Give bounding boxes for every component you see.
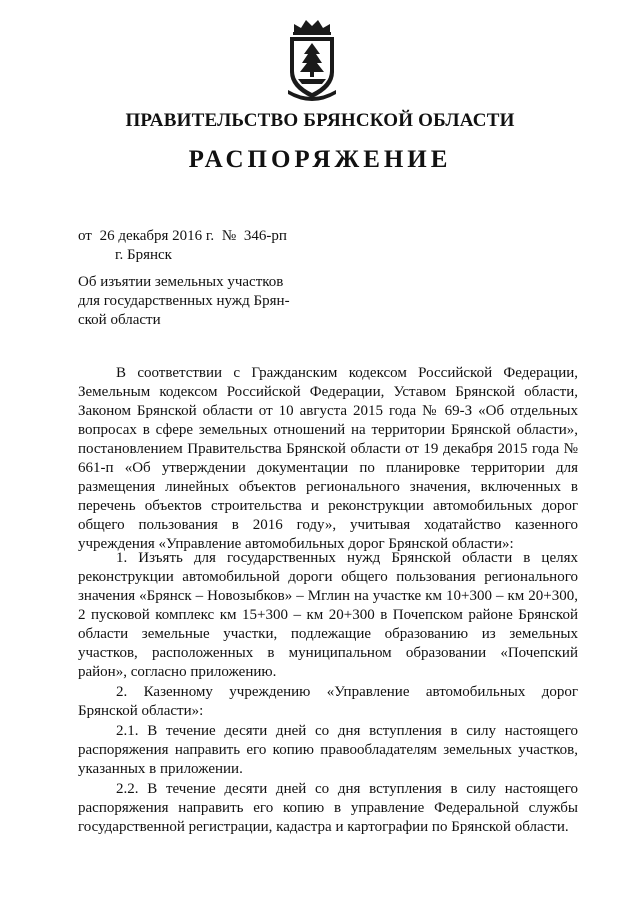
document-number: 346-рп [243, 228, 287, 244]
document-type: РАСПОРЯЖЕНИЕ [188, 146, 452, 173]
number-label: № [221, 228, 237, 244]
item-2-2-paragraph: 2.2. В течение десяти дней со дня вступления в силу настоящего распоряжения направить его копию в управление Федеральной службы государственной регистрации, кадастра и картографии по Брянской области. [78, 781, 578, 835]
government-title: ПРАВИТЕЛЬСТВО БРЯНСКОЙ ОБЛАСТИ [125, 110, 515, 131]
subject-line: ской области [78, 312, 161, 328]
subject-line: для государственных нужд Брян- [78, 293, 290, 309]
from-label: от [78, 228, 92, 244]
subject-line: Об изъятии земельных участков [78, 274, 284, 290]
city: г. Брянск [115, 247, 172, 263]
document-date: 26 декабря 2016 г. [99, 228, 215, 244]
preamble-section [78, 364, 578, 554]
coat-of-arms-emblem [284, 18, 340, 104]
item-2-1-paragraph: 2.1. В течение десяти дней со дня вступления в силу настоящего распоряжения направить его копию правообладателям земельных участков, указанных в приложении. [78, 723, 578, 777]
item-2-paragraph: 2. Казенному учреждению «Управление автомобильных дорог Брянской области»: [78, 684, 578, 719]
resolution-items [78, 549, 578, 838]
preamble-paragraph: В соответствии с Гражданским кодексом Российской Федерации, Земельным кодексом Российской Федерации, Уставом Брянской области, Законом Брянской области от 10 августа 2015 года № 69-З «Об отдельных вопросах в сфере земельных отношений на территории Брянской области», постановлением Правительства Брянской области от 19 декабря 2015 года № 661-п «Об утверждении документации по планировке территории для размещения линейных объектов регионального значения, включенных в перечень объектов строительства и реконструкции автомобильных дорог общего пользования в 2016 году», учитывая ходатайство казенного учреждения «Управление автомобильных дорог Брянской области»: [78, 365, 578, 552]
document-date-line [78, 228, 291, 245]
document-subject [78, 273, 290, 330]
item-1-paragraph: 1. Изъять для государственных нужд Брянской области в целях реконструкции автомобильной дороги общего пользования регионального значения «Брянск – Новозыбков» – Мглин на участке км 10+300 – км 20+300, 2 пусковой комплекс км 15+300 – км 20+300 в Почепском районе Брянской области земельные участки, подлежащие образованию из земельных участков, расположенных в муниципальном образовании «Почепский район», согласно приложению. [78, 550, 578, 680]
